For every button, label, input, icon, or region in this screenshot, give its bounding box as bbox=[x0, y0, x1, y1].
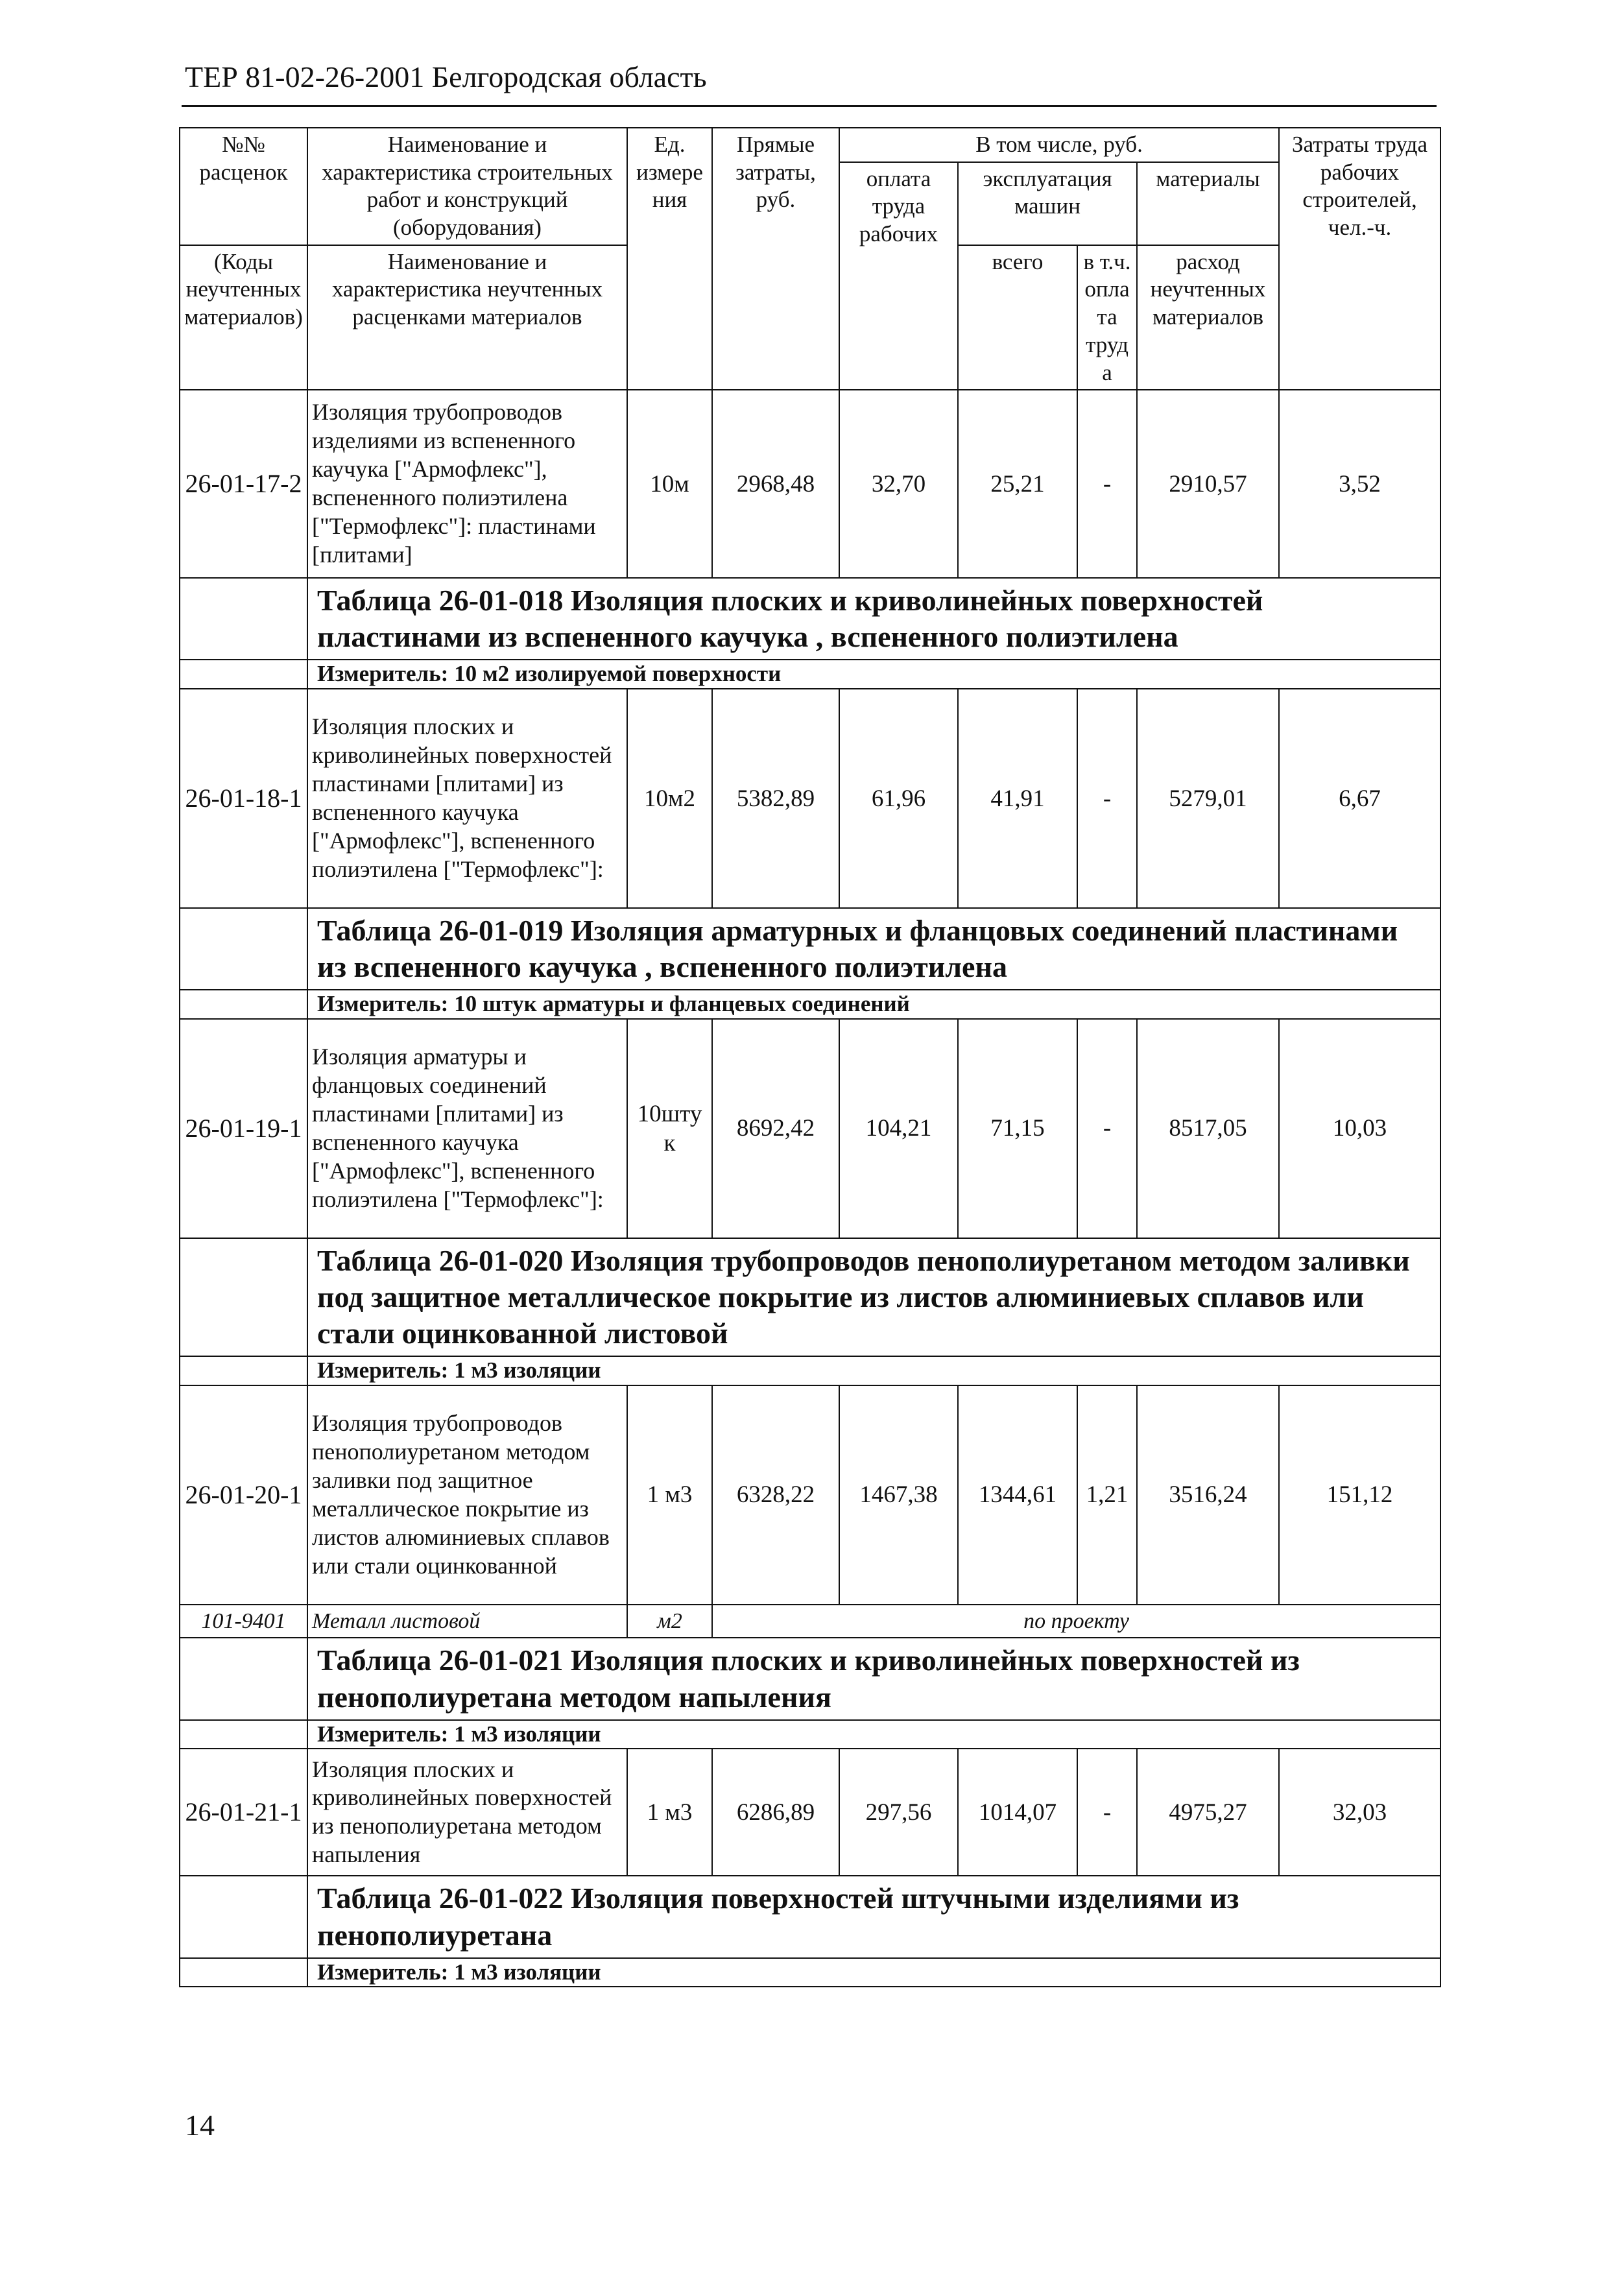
row-name: Изоляция плоских и криволинейных поверхностей из пенополиуретана методом напыления bbox=[307, 1749, 627, 1876]
row-labor: 104,21 bbox=[839, 1019, 958, 1238]
table-row bbox=[180, 390, 1440, 578]
row-machines: 1014,07 bbox=[958, 1749, 1077, 1876]
col-materials-sub-header: расход неучтенных материалов bbox=[1137, 245, 1279, 390]
row-materials: 4975,27 bbox=[1137, 1749, 1279, 1876]
row-code: 26-01-18-1 bbox=[180, 689, 307, 908]
col-name-header: Наименование и характеристика строительных работ и конструкций (оборудования) bbox=[307, 128, 627, 245]
measure-row bbox=[180, 1958, 1440, 1987]
page-number: 14 bbox=[185, 2109, 215, 2142]
col-direct-header: Прямые затраты, руб. bbox=[712, 128, 839, 390]
table-row bbox=[180, 1019, 1440, 1238]
row-direct: 5382,89 bbox=[712, 689, 839, 908]
row-hours: 10,03 bbox=[1279, 1019, 1440, 1238]
row-name: Изоляция трубопроводов пенополиуретаном методом заливки под защитное металлическое покрытие из листов алюминиевых сплавов или стали оцинкованной bbox=[307, 1385, 627, 1605]
col-num-sub-header: (Коды неучтенных материалов) bbox=[180, 245, 307, 390]
header-row-1 bbox=[180, 128, 1440, 162]
col-unit-header: Ед. измерения bbox=[627, 128, 712, 390]
row-hours: 32,03 bbox=[1279, 1749, 1440, 1876]
row-code: 26-01-19-1 bbox=[180, 1019, 307, 1238]
table-title-row bbox=[180, 908, 1440, 990]
row-direct: 6328,22 bbox=[712, 1385, 839, 1605]
measure-label: Измеритель: 1 м3 изоляции bbox=[307, 1720, 1440, 1749]
row-hours: 3,52 bbox=[1279, 390, 1440, 578]
table-title-row bbox=[180, 1238, 1440, 1356]
row-code: 26-01-21-1 bbox=[180, 1749, 307, 1876]
page-header: ТЕР 81-02-26-2001 Белгородская область bbox=[185, 60, 707, 93]
col-name-sub-header: Наименование и характеристика неучтенных расценками материалов bbox=[307, 245, 627, 390]
col-mach-pay-header: в т.ч. оплата труда bbox=[1077, 245, 1137, 390]
header-rule bbox=[182, 105, 1437, 107]
row-hours: 151,12 bbox=[1279, 1385, 1440, 1605]
measure-label: Измеритель: 10 м2 изолируемой поверхности bbox=[307, 660, 1440, 689]
row-materials: 3516,24 bbox=[1137, 1385, 1279, 1605]
row-machines: 1344,61 bbox=[958, 1385, 1077, 1605]
col-materials-header: материалы bbox=[1137, 162, 1279, 245]
row-labor: 32,70 bbox=[839, 390, 958, 578]
col-num-header: №№ расценок bbox=[180, 128, 307, 245]
row-hours: 6,67 bbox=[1279, 689, 1440, 908]
row-machines: 25,21 bbox=[958, 390, 1077, 578]
table-row bbox=[180, 1749, 1440, 1876]
row-machines: 41,91 bbox=[958, 689, 1077, 908]
measure-row bbox=[180, 660, 1440, 689]
material-name: Металл листовой bbox=[307, 1605, 627, 1638]
material-row bbox=[180, 1605, 1440, 1638]
col-machines-header: эксплуатация машин bbox=[958, 162, 1137, 245]
col-mach-total-header: всего bbox=[958, 245, 1077, 390]
row-name: Изоляция арматуры и фланцовых соединений пластинами [плитами] из вспененного каучука ["Армофлекс"], вспененного полиэтилена ["Термофлекс"]: bbox=[307, 1019, 627, 1238]
row-unit: 1 м3 bbox=[627, 1749, 712, 1876]
row-unit: 10м bbox=[627, 390, 712, 578]
table-title: Таблица 26-01-019 Изоляция арматурных и фланцовых соединений пластинами из вспененного каучука , вспененного полиэтилена bbox=[307, 908, 1440, 990]
row-labor: 61,96 bbox=[839, 689, 958, 908]
col-hours-header: Затраты труда рабочих строителей, чел.-ч. bbox=[1279, 128, 1440, 390]
table-title-row bbox=[180, 1876, 1440, 1957]
table-title-row bbox=[180, 578, 1440, 660]
row-materials: 5279,01 bbox=[1137, 689, 1279, 908]
row-machines-pay: 1,21 bbox=[1077, 1385, 1137, 1605]
row-name: Изоляция плоских и криволинейных поверхностей пластинами [плитами] из вспененного каучука ["Армофлекс"], вспененного полиэтилена ["Термофлекс"]: bbox=[307, 689, 627, 908]
row-name: Изоляция трубопроводов изделиями из вспененного каучука ["Армофлекс"], вспененного полиэтилена ["Термофлекс"]: пластинами [плитами] bbox=[307, 390, 627, 578]
row-code: 26-01-20-1 bbox=[180, 1385, 307, 1605]
row-direct: 2968,48 bbox=[712, 390, 839, 578]
row-unit: 10штук bbox=[627, 1019, 712, 1238]
measure-label: Измеритель: 10 штук арматуры и фланцевых соединений bbox=[307, 990, 1440, 1019]
row-machines: 71,15 bbox=[958, 1019, 1077, 1238]
row-code: 26-01-17-2 bbox=[180, 390, 307, 578]
row-direct: 6286,89 bbox=[712, 1749, 839, 1876]
table-title: Таблица 26-01-020 Изоляция трубопроводов пенополиуретаном методом заливки под защитное металлическое покрытие из листов алюминиевых сплавов или стали оцинкованной листовой bbox=[307, 1238, 1440, 1356]
material-note: по проекту bbox=[712, 1605, 1440, 1638]
row-machines-pay: - bbox=[1077, 1019, 1137, 1238]
material-unit: м2 bbox=[627, 1605, 712, 1638]
row-machines-pay: - bbox=[1077, 689, 1137, 908]
col-incl-header: В том числе, руб. bbox=[839, 128, 1279, 162]
row-machines-pay: - bbox=[1077, 390, 1137, 578]
material-code: 101-9401 bbox=[180, 1605, 307, 1638]
row-materials: 8517,05 bbox=[1137, 1019, 1279, 1238]
row-materials: 2910,57 bbox=[1137, 390, 1279, 578]
table-row bbox=[180, 1385, 1440, 1605]
measure-label: Измеритель: 1 м3 изоляции bbox=[307, 1958, 1440, 1987]
row-unit: 10м2 bbox=[627, 689, 712, 908]
table-title: Таблица 26-01-021 Изоляция плоских и криволинейных поверхностей из пенополиуретана методом напыления bbox=[307, 1638, 1440, 1719]
row-unit: 1 м3 bbox=[627, 1385, 712, 1605]
table-title: Таблица 26-01-018 Изоляция плоских и криволинейных поверхностей пластинами из вспененного каучука , вспененного полиэтилена bbox=[307, 578, 1440, 660]
measure-row bbox=[180, 1720, 1440, 1749]
measure-row bbox=[180, 1356, 1440, 1385]
measure-row bbox=[180, 990, 1440, 1019]
measure-label: Измеритель: 1 м3 изоляции bbox=[307, 1356, 1440, 1385]
row-machines-pay: - bbox=[1077, 1749, 1137, 1876]
table-row bbox=[180, 689, 1440, 908]
table-title-row bbox=[180, 1638, 1440, 1719]
table-title: Таблица 26-01-022 Изоляция поверхностей штучными изделиями из пенополиуретана bbox=[307, 1876, 1440, 1957]
row-direct: 8692,42 bbox=[712, 1019, 839, 1238]
price-table bbox=[179, 127, 1441, 1987]
row-labor: 297,56 bbox=[839, 1749, 958, 1876]
col-labor-header: оплата труда рабочих bbox=[839, 162, 958, 390]
row-labor: 1467,38 bbox=[839, 1385, 958, 1605]
